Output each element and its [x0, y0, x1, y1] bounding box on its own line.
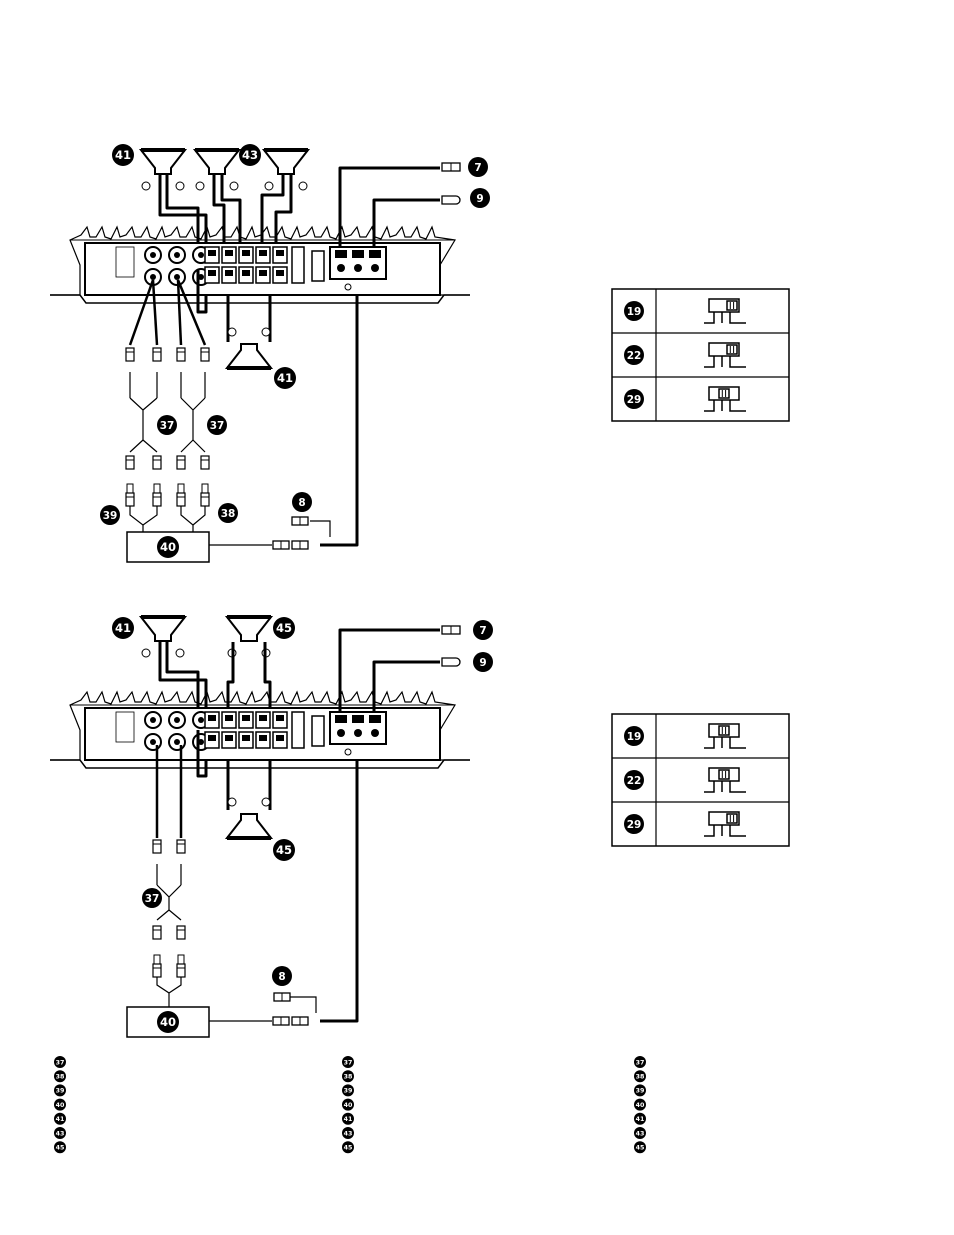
amplifier-icon	[50, 227, 470, 303]
speaker-icon	[264, 150, 308, 190]
legend-item	[54, 1113, 66, 1125]
callout-badge	[54, 1113, 66, 1125]
speaker-terminal-screw	[208, 270, 216, 276]
legend-item	[634, 1141, 646, 1153]
head-unit	[127, 1007, 209, 1037]
callout-badge	[54, 1099, 66, 1111]
wiring-diagram-bottom	[50, 617, 789, 1037]
speaker-terminal-screw	[276, 270, 284, 276]
callout-badge	[624, 345, 644, 365]
speaker-wire	[374, 200, 440, 248]
legend-item	[342, 1070, 354, 1082]
rca-plug-body	[126, 456, 134, 469]
terminal-plus	[176, 649, 184, 657]
callout-badge-label: 43	[55, 1130, 65, 1138]
switch-knob	[727, 345, 737, 354]
callout-badge	[112, 144, 134, 166]
rca-plug-body	[153, 493, 161, 506]
speaker-wire	[320, 760, 357, 1021]
switch-knob	[727, 301, 737, 310]
callout-badge-label: 7	[479, 624, 487, 637]
callout-badge	[342, 1056, 354, 1068]
legend-item	[54, 1099, 66, 1111]
power-terminal-hole	[354, 264, 362, 272]
callout-badge	[272, 966, 292, 986]
fuse-holder	[312, 251, 324, 281]
head-unit	[127, 532, 209, 562]
rca-cable	[181, 398, 205, 440]
rca-plug	[177, 955, 185, 977]
speaker-terminal-screw	[242, 270, 250, 276]
terminal-minus	[142, 182, 150, 190]
callout-badge-label: 19	[626, 305, 642, 318]
rca-input-jack-center	[198, 717, 204, 723]
callout-badge-label: 40	[343, 1101, 353, 1109]
speaker-terminal-screw	[208, 735, 216, 741]
callout-badge	[468, 157, 488, 177]
legend-item	[634, 1099, 646, 1111]
callout-badge	[634, 1099, 646, 1111]
callout-badge	[273, 617, 295, 639]
rca-cable	[157, 977, 181, 1007]
callout-badge-label: 43	[343, 1130, 353, 1138]
callout-badge	[157, 1011, 179, 1033]
speaker-cone	[227, 344, 271, 368]
legend-column	[54, 1056, 66, 1153]
callout-badge-label: 41	[114, 621, 132, 636]
rca-plug	[177, 840, 185, 853]
power-terminal-screw	[352, 250, 364, 258]
rca-plug	[126, 348, 134, 361]
rca-cable	[130, 398, 157, 440]
callout-badge-label: 43	[241, 148, 259, 163]
wire-connector	[274, 993, 290, 1001]
speaker-icon	[195, 150, 239, 190]
settings-table	[612, 289, 789, 421]
rca-plug-body	[126, 493, 134, 506]
callout-badge-label: 41	[276, 371, 294, 386]
rca-cable	[130, 440, 205, 452]
rca-plug	[126, 484, 134, 506]
callout-badge	[54, 1141, 66, 1153]
legend-column	[342, 1056, 354, 1153]
callout-badge-label: 38	[343, 1073, 353, 1081]
switch-knob	[719, 389, 729, 398]
speaker-icon	[141, 617, 185, 657]
callout-badge-label: 39	[55, 1087, 65, 1095]
callout-badge-label: 39	[343, 1087, 353, 1095]
callout-badge-label: 38	[635, 1073, 645, 1081]
power-terminal-screw	[369, 250, 381, 258]
callout-badge	[54, 1056, 66, 1068]
callout-badge-label: 22	[626, 349, 642, 362]
rca-plug-tip	[202, 484, 208, 493]
switch-knob	[719, 770, 729, 779]
rca-cable	[290, 997, 316, 1013]
callout-badge	[634, 1141, 646, 1153]
power-terminal-screw	[335, 250, 347, 258]
callout-badge	[634, 1084, 646, 1096]
rca-plug	[153, 456, 161, 469]
callout-badge-label: 38	[55, 1073, 65, 1081]
callout-badge	[624, 389, 644, 409]
callout-badge	[634, 1070, 646, 1082]
legend-item	[634, 1084, 646, 1096]
speaker-cone	[227, 617, 271, 641]
rca-plug-body	[177, 493, 185, 506]
callout-badge-label: 8	[298, 496, 306, 509]
speaker-icon	[141, 150, 185, 190]
callout-badge	[473, 620, 493, 640]
terminal-plus	[230, 182, 238, 190]
callout-badge	[342, 1099, 354, 1111]
power-terminal-hole	[337, 264, 345, 272]
callout-badge	[54, 1084, 66, 1096]
rca-plug-body	[201, 456, 209, 469]
callout-badge-label: 9	[479, 656, 487, 669]
callout-badge	[239, 144, 261, 166]
callout-badge-label: 40	[635, 1101, 645, 1109]
speaker-terminal-screw	[276, 735, 284, 741]
rca-plug-body	[177, 964, 185, 977]
legend-item	[634, 1127, 646, 1139]
rca-plug-body	[177, 456, 185, 469]
power-terminal-screw	[335, 715, 347, 723]
rca-plug-body	[126, 348, 134, 361]
rca-cable	[181, 506, 205, 535]
rca-plug-body	[177, 348, 185, 361]
callout-badge-label: 40	[159, 540, 177, 555]
rca-plug-body	[153, 926, 161, 939]
legend-item	[342, 1113, 354, 1125]
speaker-terminal-screw	[225, 270, 233, 276]
callout-badge-label: 39	[635, 1087, 645, 1095]
callout-badge	[292, 492, 312, 512]
legend	[54, 1056, 646, 1153]
rca-plug	[177, 348, 185, 361]
terminal-plus	[176, 182, 184, 190]
speaker-terminal-screw	[208, 715, 216, 721]
callout-badge-label: 37	[144, 892, 160, 905]
rca-plug	[177, 484, 185, 506]
led-indicator	[345, 284, 351, 290]
power-terminal-hole	[371, 264, 379, 272]
rca-plug-tip	[154, 955, 160, 964]
callout-badge-label: 45	[55, 1144, 65, 1152]
callout-badge-label: 45	[275, 621, 293, 636]
callout-badge-label: 41	[343, 1116, 353, 1124]
rca-cable	[310, 521, 330, 537]
power-terminal-hole	[354, 729, 362, 737]
callout-badge	[342, 1127, 354, 1139]
callout-badge-label: 41	[635, 1116, 645, 1124]
legend-item	[54, 1056, 66, 1068]
rca-plug-body	[201, 348, 209, 361]
rca-input-jack-center	[174, 717, 180, 723]
wire-connector	[292, 517, 308, 525]
speaker-terminal-screw	[242, 735, 250, 741]
callout-badge	[207, 415, 227, 435]
legend-item	[634, 1113, 646, 1125]
rca-plug	[177, 926, 185, 939]
ring-terminal	[442, 196, 460, 204]
callout-badge-label: 37	[55, 1059, 65, 1067]
rca-plug	[153, 926, 161, 939]
callout-badge	[274, 367, 296, 389]
speaker-wire	[340, 630, 440, 712]
rca-plug	[177, 456, 185, 469]
rca-plug	[126, 456, 134, 469]
speaker-terminal-screw	[276, 250, 284, 256]
switch-knob	[727, 814, 737, 823]
speaker-cone	[264, 150, 308, 174]
callout-badge	[634, 1127, 646, 1139]
speaker-terminal-screw	[225, 715, 233, 721]
callout-badge-label: 29	[626, 818, 642, 831]
rca-input-jack-center	[150, 274, 156, 280]
wiring-diagram-top	[50, 144, 789, 562]
legend-item	[342, 1099, 354, 1111]
speaker-terminal-screw	[259, 270, 267, 276]
speaker-wire	[320, 295, 357, 545]
callout-badge-label: 37	[159, 419, 175, 432]
speaker-terminal-screw	[225, 250, 233, 256]
rca-plug	[201, 348, 209, 361]
wire-connector	[442, 626, 460, 634]
power-terminal-screw	[369, 715, 381, 723]
callout-badge	[342, 1113, 354, 1125]
settings-table	[612, 714, 789, 846]
fuse-holder	[312, 716, 324, 746]
callout-badge-label: 37	[209, 419, 225, 432]
wire-connector	[442, 163, 460, 171]
legend-item	[342, 1056, 354, 1068]
callout-badge-label: 37	[343, 1059, 353, 1067]
callout-badge-label: 41	[55, 1116, 65, 1124]
amplifier-icon	[50, 692, 470, 768]
rca-plug-body	[153, 840, 161, 853]
callout-badge-label: 41	[114, 148, 132, 163]
callout-badge	[634, 1113, 646, 1125]
callout-badge	[218, 503, 238, 523]
rca-plug	[201, 484, 209, 506]
callout-badge-label: 8	[278, 970, 286, 983]
rca-input-jack-center	[150, 739, 156, 745]
callout-badge-label: 7	[474, 161, 482, 174]
bridge-terminal	[292, 247, 304, 283]
callout-badge-label: 40	[55, 1101, 65, 1109]
speaker-terminal-screw	[242, 250, 250, 256]
callout-badge-label: 37	[635, 1059, 645, 1067]
speaker-icon	[227, 328, 271, 368]
callout-badge	[470, 188, 490, 208]
rca-plug	[153, 348, 161, 361]
rca-plug-body	[153, 348, 161, 361]
callout-badge	[342, 1141, 354, 1153]
legend-item	[342, 1084, 354, 1096]
speaker-icon	[227, 798, 271, 838]
legend-item	[54, 1141, 66, 1153]
speaker-cone	[195, 150, 239, 174]
rca-plug-body	[177, 926, 185, 939]
rca-plug-body	[201, 493, 209, 506]
terminal-minus	[228, 328, 236, 336]
callout-badge	[342, 1084, 354, 1096]
rca-input-jack-center	[174, 739, 180, 745]
rca-plug-body	[153, 456, 161, 469]
legend-item	[634, 1070, 646, 1082]
callout-badge	[157, 415, 177, 435]
legend-item	[54, 1070, 66, 1082]
speaker-terminal-screw	[208, 250, 216, 256]
callout-badge-label: 38	[220, 507, 236, 520]
callout-badge	[157, 536, 179, 558]
rca-input-jack-center	[174, 252, 180, 258]
callout-badge-label: 45	[275, 843, 293, 858]
rca-plug-body	[153, 964, 161, 977]
speaker-terminal-screw	[276, 715, 284, 721]
rca-plug	[153, 840, 161, 853]
wire-connector	[273, 1017, 289, 1025]
rca-plug-tip	[127, 484, 133, 493]
callout-badge	[54, 1070, 66, 1082]
power-terminal-hole	[337, 729, 345, 737]
terminal-plus	[262, 798, 270, 806]
rca-input-jack-center	[150, 717, 156, 723]
legend-column	[634, 1056, 646, 1153]
speaker-terminal-screw	[259, 715, 267, 721]
wire-connector	[292, 541, 308, 549]
rca-cable	[157, 910, 181, 920]
rca-input-jack-center	[198, 252, 204, 258]
wire-connector	[273, 541, 289, 549]
wire-connector	[292, 1017, 308, 1025]
ring-terminal	[442, 658, 460, 666]
rca-plug	[153, 484, 161, 506]
legend-item	[54, 1127, 66, 1139]
led-indicator	[345, 749, 351, 755]
rca-plug-body	[177, 840, 185, 853]
rca-plug	[201, 456, 209, 469]
terminal-plus	[262, 328, 270, 336]
terminal-minus	[265, 182, 273, 190]
callout-badge-label: 45	[343, 1144, 353, 1152]
rca-plug	[153, 955, 161, 977]
rca-plug-tip	[178, 955, 184, 964]
callout-badge-label: 22	[626, 774, 642, 787]
rca-input-jack-center	[150, 252, 156, 258]
callout-badge	[142, 888, 162, 908]
callout-badge	[634, 1056, 646, 1068]
callout-badge-label: 45	[635, 1144, 645, 1152]
power-terminal-hole	[371, 729, 379, 737]
terminal-plus	[299, 182, 307, 190]
terminal-minus	[228, 798, 236, 806]
legend-item	[54, 1084, 66, 1096]
callout-badge	[100, 505, 120, 525]
terminal-minus	[142, 649, 150, 657]
callout-badge	[624, 301, 644, 321]
callout-badge	[54, 1127, 66, 1139]
power-terminal-screw	[352, 715, 364, 723]
callout-badge-label: 29	[626, 393, 642, 406]
amplifier-base	[50, 760, 470, 768]
callout-badge	[342, 1070, 354, 1082]
legend-item	[634, 1056, 646, 1068]
terminal-minus	[196, 182, 204, 190]
callout-badge-label: 9	[476, 192, 484, 205]
callout-badge	[624, 726, 644, 746]
amplifier-base	[50, 295, 470, 303]
speaker-terminal-screw	[225, 735, 233, 741]
rca-input-jack-center	[174, 274, 180, 280]
speaker-terminal-screw	[259, 250, 267, 256]
bridge-terminal	[292, 712, 304, 748]
callout-badge-label: 39	[102, 509, 118, 522]
callout-badge	[624, 770, 644, 790]
callout-badge-label: 19	[626, 730, 642, 743]
callout-badge-label: 43	[635, 1130, 645, 1138]
speaker-terminal-screw	[259, 735, 267, 741]
speaker-terminal-screw	[242, 715, 250, 721]
rca-plug-tip	[154, 484, 160, 493]
rca-cable	[130, 506, 157, 535]
legend-item	[342, 1127, 354, 1139]
rca-plug-tip	[178, 484, 184, 493]
legend-item	[342, 1141, 354, 1153]
callout-badge	[624, 814, 644, 834]
callout-badge-label: 40	[159, 1015, 177, 1030]
speaker-cone	[141, 617, 185, 641]
switch-knob	[719, 726, 729, 735]
callout-badge	[112, 617, 134, 639]
speaker-cone	[141, 150, 185, 174]
speaker-cone	[227, 814, 271, 838]
callout-badge	[273, 839, 295, 861]
callout-badge	[473, 652, 493, 672]
